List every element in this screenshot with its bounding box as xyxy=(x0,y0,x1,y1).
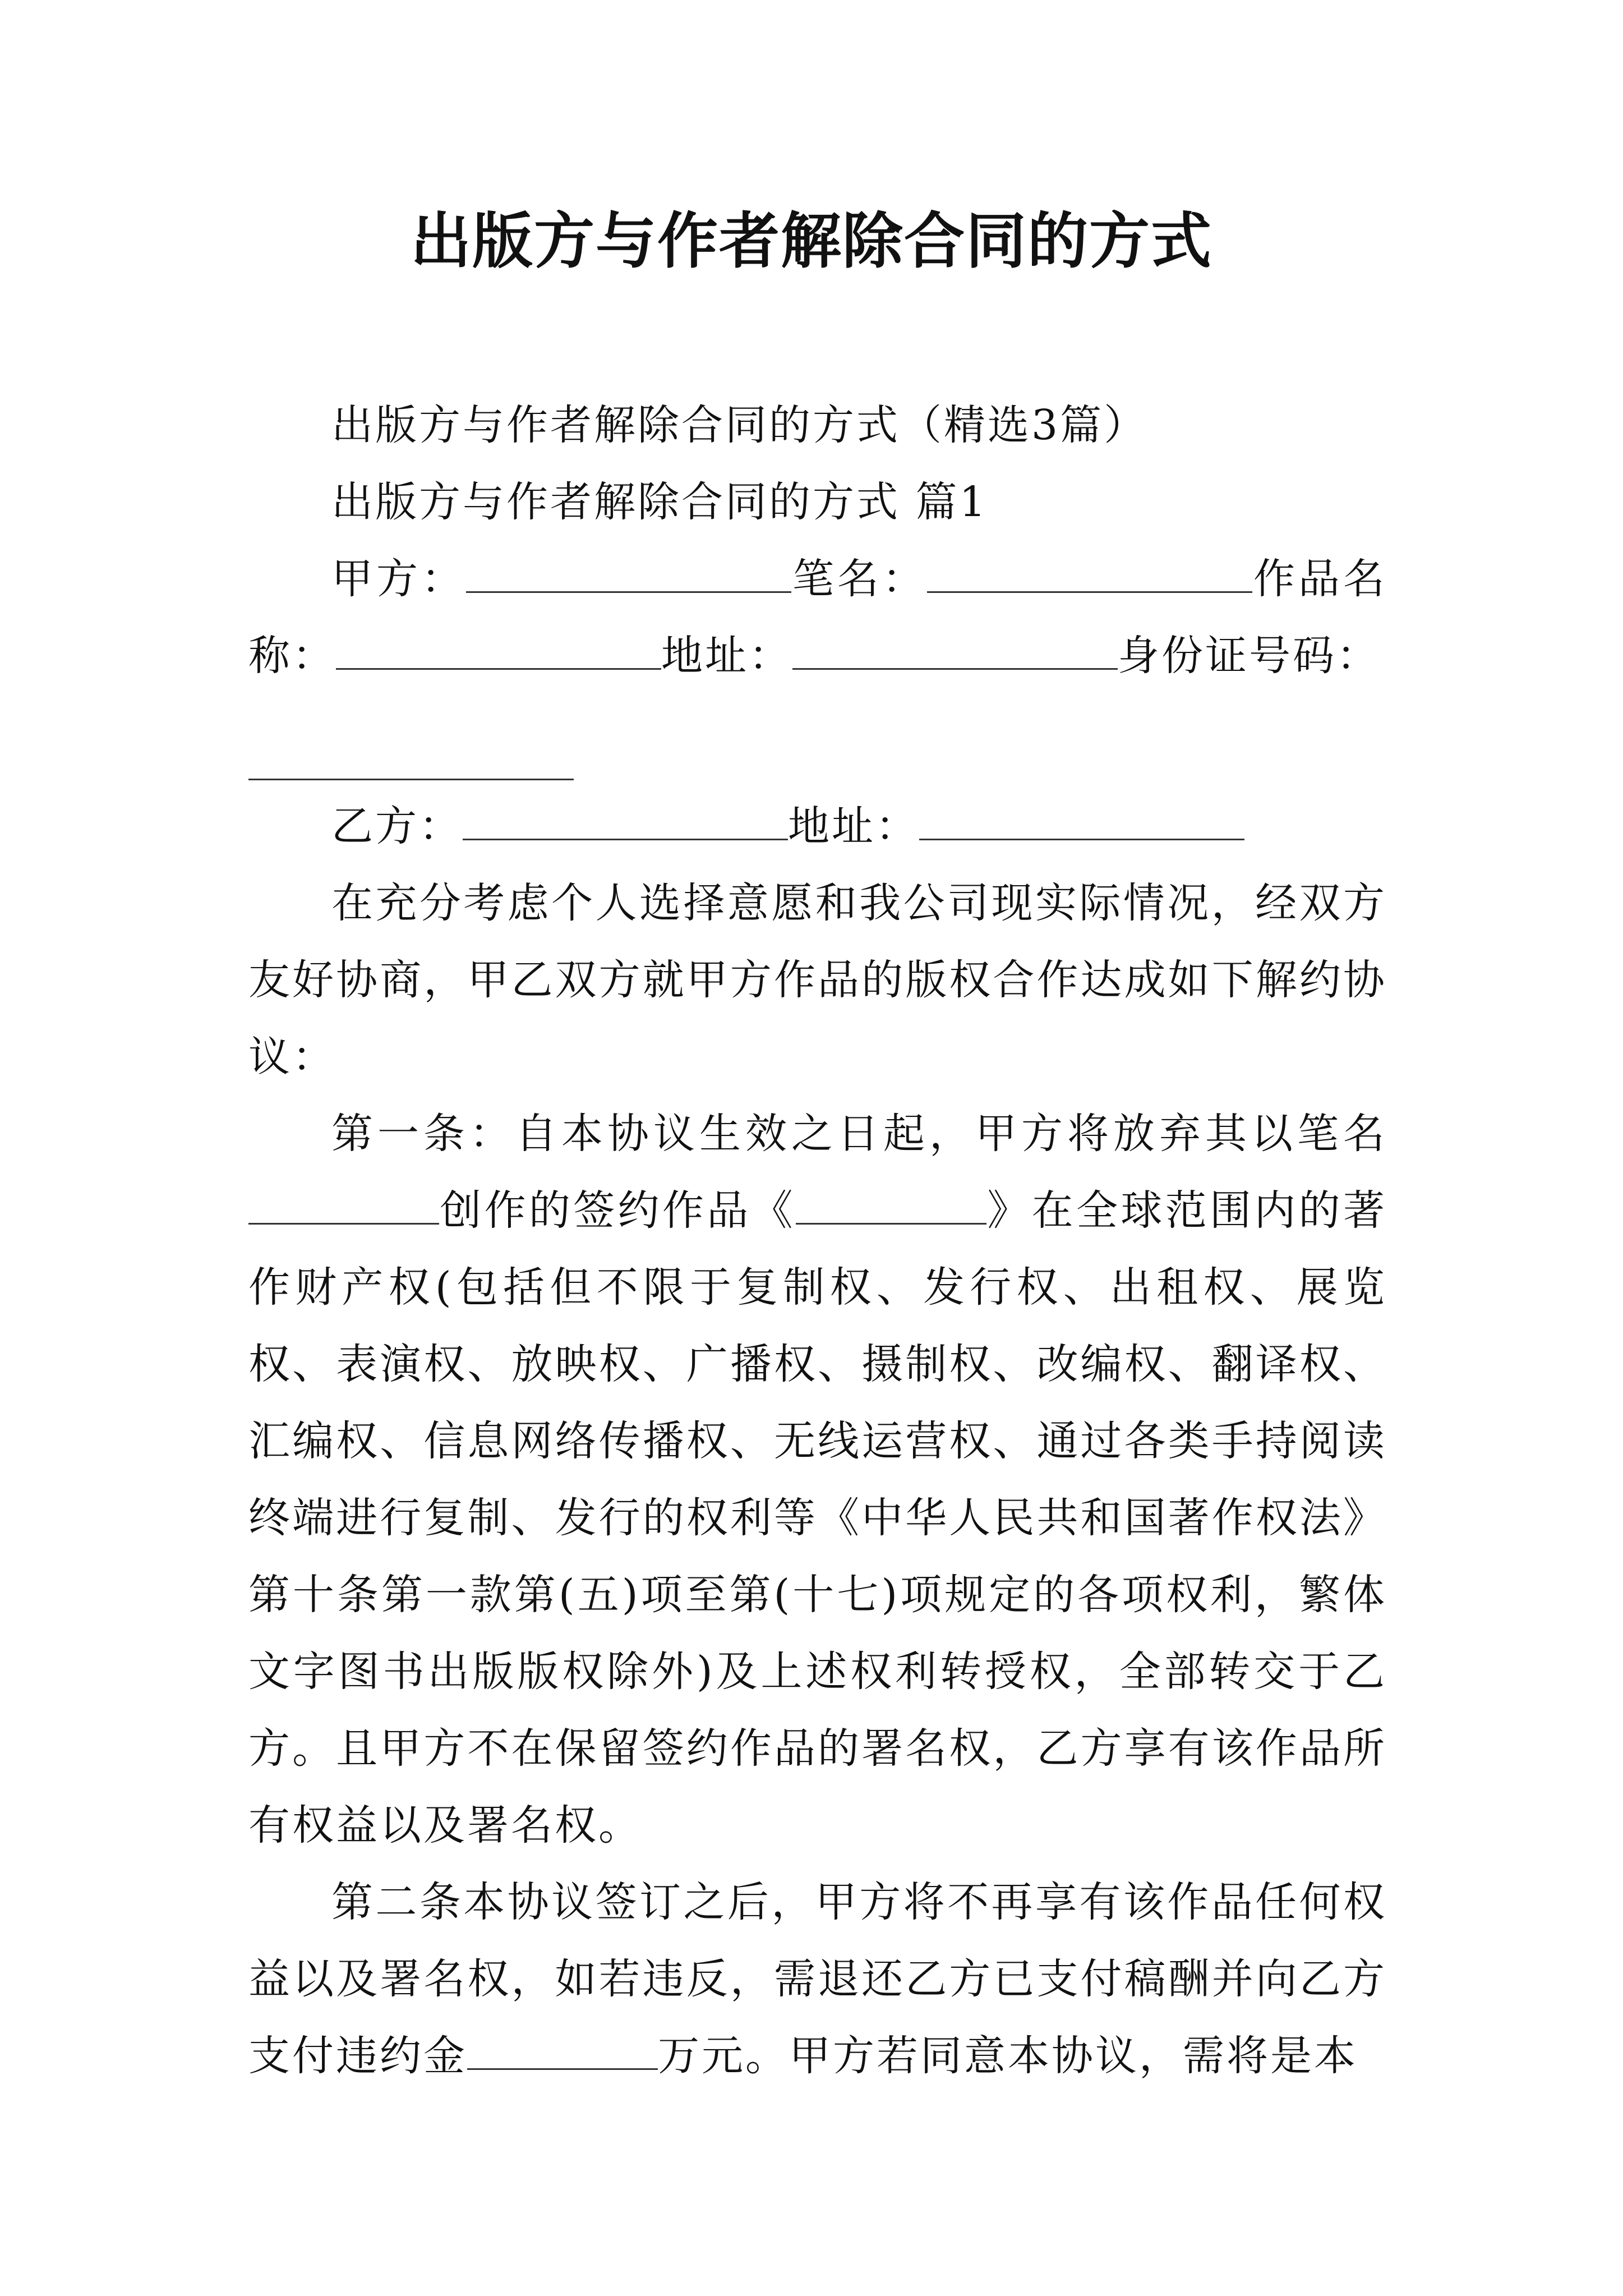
work-name-blank xyxy=(336,629,661,670)
id-number-label: 身份证号码： xyxy=(1118,632,1380,680)
party-b-label: 乙方： xyxy=(331,802,463,850)
article-2 xyxy=(248,1864,1387,2095)
work-name-label: 作品名称： xyxy=(248,555,1387,680)
article-2-part1: 第二条本协议签订之后，甲方将不再享有该作品任何权益以及署名权，如若违反，需退还乙方已支付稿酬并向乙方支付违约金 xyxy=(248,1878,1387,2080)
document-title: 出版方与作者解除合同的方式 xyxy=(410,206,1212,277)
party-b-address-label: 地址： xyxy=(788,802,919,850)
document-subtitle: 出版方与作者解除合同的方式（精选3篇） xyxy=(331,401,1148,449)
party-a-name-blank xyxy=(466,552,791,593)
party-b-address-blank xyxy=(919,799,1244,840)
pen-name-label: 笔名： xyxy=(791,555,927,603)
party-b-info xyxy=(248,788,1387,865)
intro-paragraph: 在充分考虑个人选择意愿和我公司现实际情况，经双方友好协商，甲乙双方就甲方作品的版权合作达成如下解约协议： xyxy=(248,879,1387,1081)
party-a-address-blank xyxy=(792,629,1118,670)
id-number-blank xyxy=(248,694,574,780)
party-a-label: 甲方： xyxy=(331,555,466,603)
article-1-work-title-blank xyxy=(796,1184,986,1225)
article-1-pen-name-blank xyxy=(248,1184,439,1225)
pen-name-blank xyxy=(927,552,1252,593)
party-a-address-label: 地址： xyxy=(661,632,792,680)
article-1 xyxy=(248,1096,1387,1864)
party-a-info xyxy=(248,541,1387,694)
document-body xyxy=(248,387,1387,2095)
article-2-part2: 万元。甲方若同意本协议，需将是本 xyxy=(658,2032,1358,2080)
article-1-part2: 创作的签约作品《 xyxy=(439,1186,796,1235)
party-b-name-blank xyxy=(463,799,788,840)
article-1-part3: 》在全球范围内的著作财产权(包括但不限于复制权、发行权、出租权、展览权、表演权、放映权、广播权、摄制权、改编权、翻译权、汇编权、信息网络传播权、无线运营权、通过各类手持阅读终端进行复制、发行的权利等《中华人民共和国著作权法》第十条第一款第(五)项至第(十七)项规定的各项权利，繁体文字图书出版版权除外)及上述权利转授权，全部转交于乙方。且甲方不在保留签约作品的署名权，乙方享有该作品所有权益以及署名权。 xyxy=(248,1186,1387,1849)
section-heading: 出版方与作者解除合同的方式 篇1 xyxy=(331,478,988,526)
article-2-amount-blank xyxy=(467,2029,658,2070)
article-1-part1: 第一条：自本协议生效之日起，甲方将放弃其以笔名 xyxy=(331,1110,1387,1158)
